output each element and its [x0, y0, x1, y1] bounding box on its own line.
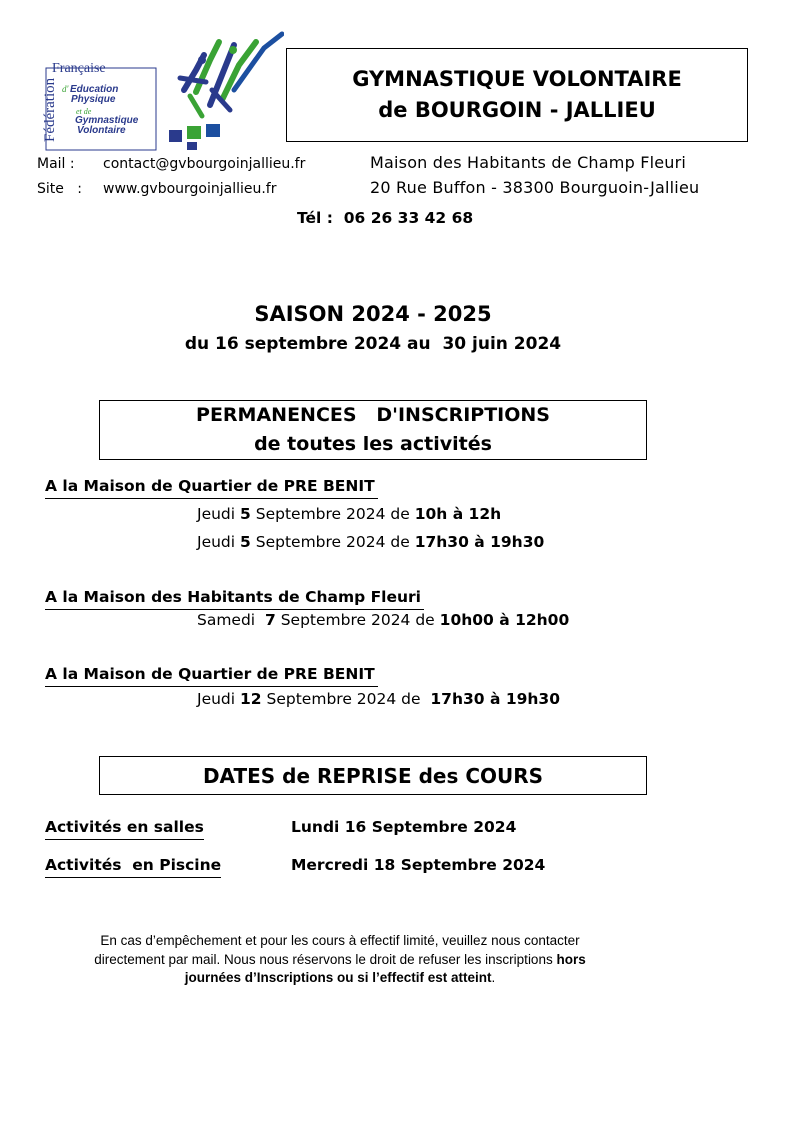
permanences-heading-line1: PERMANENCES D'INSCRIPTIONS: [196, 404, 550, 426]
reprise-label: Activités en Piscine: [45, 856, 221, 878]
logo-text-volontaire: Volontaire: [77, 125, 126, 136]
session-place: A la Maison de Quartier de PRE BENIT: [45, 477, 378, 499]
reprise-label: Activités en salles: [45, 818, 204, 840]
logo-text-gymnastique: Gymnastique: [75, 115, 139, 126]
club-title-box: [286, 48, 748, 142]
logo-text-d: d': [62, 84, 69, 94]
session-slot: Jeudi 5 Septembre 2024 de 17h30 à 19h30: [197, 533, 545, 551]
permanences-heading-line2: de toutes les activités: [254, 433, 492, 455]
logo-text-francaise: Française: [52, 61, 106, 76]
telephone: Tél : 06 26 33 42 68: [297, 209, 474, 227]
club-title-line1: GYMNASTIQUE VOLONTAIRE: [352, 67, 682, 91]
footer-note-line3: journées d’Inscriptions ou si l’effectif est atteint.: [184, 970, 496, 985]
permanences-heading-box: [99, 400, 647, 460]
logo-text-federation: Fédération: [42, 77, 58, 142]
reprise-heading-box: [99, 756, 647, 795]
session-slot: Samedi 7 Septembre 2024 de 10h00 à 12h00: [197, 611, 570, 629]
reprise-date: Mercredi 18 Septembre 2024: [291, 856, 546, 874]
reprise-heading: DATES de REPRISE des COURS: [202, 763, 544, 788]
federation-logo: [34, 30, 284, 152]
mail-label: Mail :: [37, 156, 75, 172]
address-line2: 20 Rue Buffon - 38300 Bourguoin-Jallieu: [370, 178, 700, 197]
logo-text-education: Education: [70, 84, 119, 95]
address-line1: Maison des Habitants de Champ Fleuri: [370, 153, 687, 172]
session-slot: Jeudi 5 Septembre 2024 de 10h à 12h: [197, 505, 502, 523]
club-title-line2: de BOURGOIN - JALLIEU: [378, 98, 656, 122]
season-title: SAISON 2024 - 2025: [254, 302, 492, 326]
mail-value[interactable]: contact@gvbourgoinjallieu.fr: [103, 156, 306, 172]
session-place: A la Maison de Quartier de PRE BENIT: [45, 665, 378, 687]
site-value[interactable]: www.gvbourgoinjallieu.fr: [103, 181, 277, 197]
season-dates: du 16 septembre 2024 au 30 juin 2024: [184, 334, 562, 354]
footer-note: [20, 932, 660, 988]
site-label: Site :: [37, 181, 82, 197]
footer-note-line2: directement par mail. Nous nous réservons le droit de refuser les inscriptions hors: [94, 951, 586, 967]
logo-text-et-de: et de: [76, 107, 92, 116]
footer-note-line1: En cas d’empêchement et pour les cours à effectif limité, veuillez nous contacter: [100, 933, 580, 948]
logo-text-physique: Physique: [71, 94, 116, 105]
reprise-date: Lundi 16 Septembre 2024: [291, 818, 517, 836]
session-place: A la Maison des Habitants de Champ Fleuri: [45, 588, 424, 610]
session-slot: Jeudi 12 Septembre 2024 de 17h30 à 19h30: [197, 690, 560, 708]
